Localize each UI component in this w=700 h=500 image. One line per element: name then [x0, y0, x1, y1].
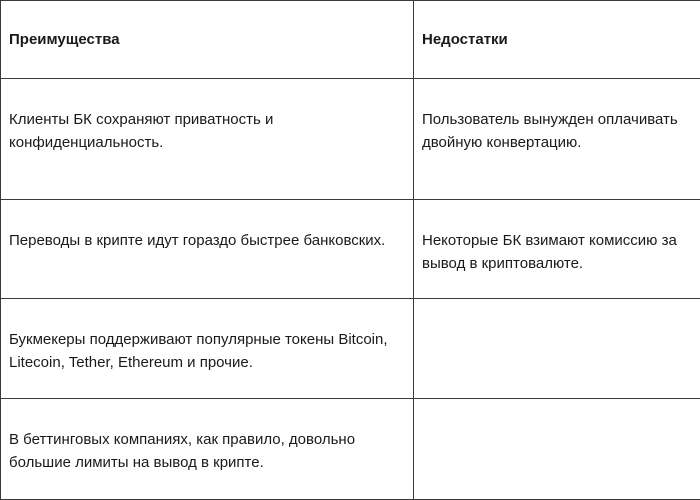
disadvantage-text: Некоторые БК взимают комиссию за вывод в криптовалюте. — [422, 232, 677, 272]
header-advantages-cell — [1, 1, 414, 79]
table-row — [1, 399, 700, 500]
disadvantage-cell — [414, 399, 700, 500]
advantage-cell — [1, 79, 414, 200]
advantage-text: Клиенты БК сохраняют приватность и конфиденциальность. — [9, 111, 274, 151]
disadvantage-text: Пользователь вынужден оплачивать двойную конвертацию. — [422, 111, 678, 151]
table-row — [1, 79, 700, 200]
advantage-cell — [1, 299, 414, 399]
header-disadvantages-cell — [414, 1, 700, 79]
disadvantage-text — [414, 299, 700, 329]
advantage-cell — [1, 399, 414, 500]
advantage-text: Букмекеры поддерживают популярные токены Bitcoin, Litecoin, Tether, Ethereum и прочие. — [9, 331, 388, 371]
header-advantages: Преимущества — [9, 31, 120, 48]
disadvantage-text — [414, 399, 700, 429]
table-row — [1, 299, 700, 399]
advantage-cell — [1, 200, 414, 299]
advantage-text: В беттинговых компаниях, как правило, довольно большие лимиты на вывод в крипте. — [9, 431, 356, 471]
table-row — [1, 200, 700, 299]
disadvantage-cell — [414, 200, 700, 299]
header-disadvantages: Недостатки — [422, 31, 508, 48]
disadvantage-cell — [414, 299, 700, 399]
advantage-text: Переводы в крипте идут гораздо быстрее банковских. — [9, 232, 386, 249]
disadvantage-cell — [414, 79, 700, 200]
table-header-row — [1, 1, 700, 79]
